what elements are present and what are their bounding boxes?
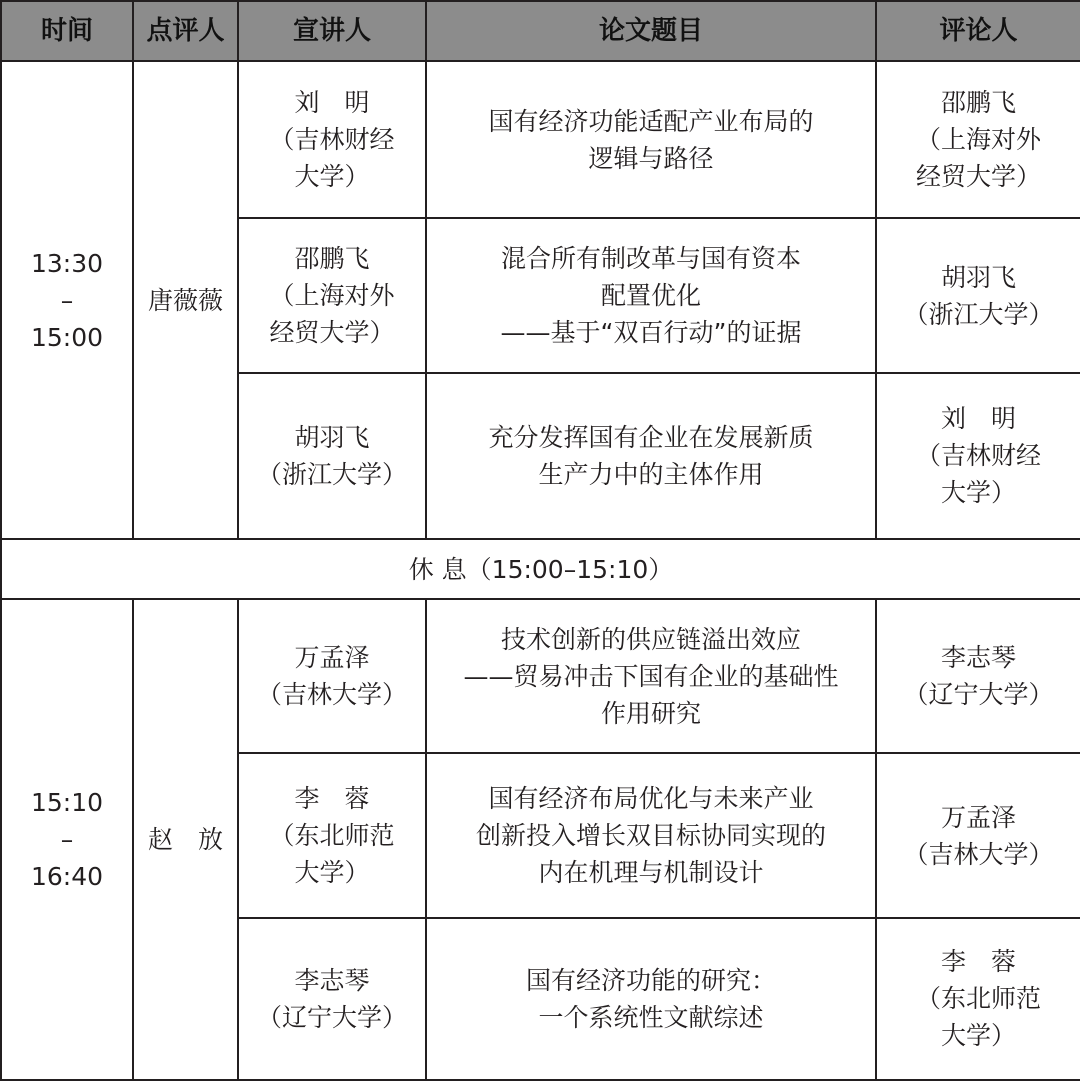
header-commenter: 评论人 bbox=[876, 1, 1080, 61]
session-time bbox=[1, 61, 133, 539]
talk-row bbox=[1, 61, 1080, 218]
speaker-cell-line: （辽宁大学） bbox=[256, 1002, 407, 1032]
speaker-cell-line: 李志琴 bbox=[294, 965, 370, 995]
speaker-cell-line: （吉林大学） bbox=[256, 680, 407, 710]
speaker-cell bbox=[238, 61, 426, 218]
commenter-cell-line: （东北师范 bbox=[915, 984, 1041, 1014]
commenter-cell bbox=[876, 753, 1080, 917]
speaker-cell bbox=[238, 753, 426, 917]
commenter-cell bbox=[876, 61, 1080, 218]
session-reviewer: 赵 放 bbox=[133, 599, 238, 1080]
paper-title-cell-line: 国有经济布局优化与未来产业 bbox=[488, 784, 814, 813]
session-reviewer: 唐薇薇 bbox=[133, 61, 238, 539]
paper-title-cell-line: 创新投入增长双目标协同实现的 bbox=[475, 821, 826, 850]
commenter-cell bbox=[876, 599, 1080, 753]
break-cell: 休 息（15:00–15:10） bbox=[1, 539, 1080, 599]
session-time-line: – bbox=[60, 285, 74, 315]
commenter-cell-line: 大学） bbox=[940, 478, 1016, 508]
paper-title-cell-line: ——基于“双百行动”的证据 bbox=[500, 318, 802, 348]
paper-title-cell-line: 国有经济功能适配产业布局的 bbox=[488, 106, 814, 136]
paper-title-cell-line: 混合所有制改革与国有资本 bbox=[500, 244, 801, 274]
commenter-cell-line: （浙江大学） bbox=[903, 299, 1054, 329]
speaker-cell-line: （上海对外 bbox=[269, 281, 395, 311]
commenter-cell-line: 刘 明 bbox=[940, 404, 1016, 434]
commenter-cell-line: 经贸大学） bbox=[915, 162, 1041, 192]
speaker-cell bbox=[238, 373, 426, 539]
commenter-cell-line: 万孟泽 bbox=[940, 802, 1016, 832]
commenter-cell bbox=[876, 218, 1080, 372]
commenter-cell-line: （吉林财经 bbox=[915, 441, 1041, 471]
commenter-cell-line: 李 蓉 bbox=[940, 947, 1016, 977]
commenter-cell-line: （吉林大学） bbox=[903, 839, 1054, 869]
paper-title-cell-line: 作用研究 bbox=[600, 698, 701, 728]
header-speaker: 宣讲人 bbox=[238, 1, 426, 61]
schedule-body bbox=[1, 1, 1080, 1080]
speaker-cell-line: 万孟泽 bbox=[294, 643, 370, 673]
commenter-cell-line: 李志琴 bbox=[940, 643, 1016, 673]
commenter-cell-line: 大学） bbox=[940, 1021, 1016, 1051]
speaker-cell-line: （吉林财经 bbox=[269, 125, 395, 155]
paper-title-cell-line: 国有经济功能的研究： bbox=[525, 965, 776, 995]
paper-title-cell-line: 逻辑与路径 bbox=[588, 143, 714, 173]
speaker-cell bbox=[238, 599, 426, 753]
session-time-line: 15:00 bbox=[30, 322, 104, 352]
paper-title-cell-line: 技术创新的供应链溢出效应 bbox=[500, 624, 801, 654]
speaker-cell-line: 经贸大学） bbox=[269, 318, 395, 348]
session-time-line: 13:30 bbox=[30, 248, 104, 278]
speaker-cell-line: （东北师范 bbox=[269, 821, 395, 850]
talk-row bbox=[1, 599, 1080, 753]
paper-title-cell-line: 生产力中的主体作用 bbox=[538, 459, 764, 489]
speaker-cell-line: （浙江大学） bbox=[256, 459, 407, 489]
speaker-cell-line: 邵鹏飞 bbox=[294, 244, 370, 274]
commenter-cell bbox=[876, 918, 1080, 1080]
commenter-cell-line: 胡羽飞 bbox=[940, 262, 1016, 292]
session-time bbox=[1, 599, 133, 1080]
speaker-cell bbox=[238, 218, 426, 372]
header-row bbox=[1, 1, 1080, 61]
speaker-cell-line: 李 蓉 bbox=[294, 784, 370, 813]
session-time-line: – bbox=[60, 825, 74, 855]
paper-title-cell bbox=[426, 599, 876, 753]
header-reviewer: 点评人 bbox=[133, 1, 238, 61]
paper-title-cell-line: 配置优化 bbox=[600, 281, 701, 311]
commenter-cell-line: （上海对外 bbox=[915, 125, 1041, 155]
break-row bbox=[1, 539, 1080, 599]
speaker-cell-line: 大学） bbox=[294, 162, 370, 192]
paper-title-cell bbox=[426, 373, 876, 539]
paper-title-cell-line: 内在机理与机制设计 bbox=[538, 858, 764, 887]
speaker-cell bbox=[238, 918, 426, 1080]
paper-title-cell-line: 充分发挥国有企业在发展新质 bbox=[488, 422, 814, 452]
speaker-cell-line: 胡羽飞 bbox=[294, 422, 370, 452]
commenter-cell-line: （辽宁大学） bbox=[903, 680, 1054, 710]
header-time: 时间 bbox=[1, 1, 133, 61]
paper-title-cell bbox=[426, 218, 876, 372]
speaker-cell-line: 大学） bbox=[294, 858, 370, 887]
paper-title-cell-line: 一个系统性文献综述 bbox=[538, 1002, 764, 1032]
commenter-cell-line: 邵鹏飞 bbox=[940, 88, 1016, 118]
session-time-line: 16:40 bbox=[30, 862, 104, 892]
paper-title-cell bbox=[426, 61, 876, 218]
header-paper-title: 论文题目 bbox=[426, 1, 876, 61]
paper-title-cell-line: ——贸易冲击下国有企业的基础性 bbox=[463, 661, 839, 691]
commenter-cell bbox=[876, 373, 1080, 539]
paper-title-cell bbox=[426, 918, 876, 1080]
speaker-cell-line: 刘 明 bbox=[294, 88, 370, 118]
paper-title-cell bbox=[426, 753, 876, 917]
session-time-line: 15:10 bbox=[30, 788, 104, 818]
